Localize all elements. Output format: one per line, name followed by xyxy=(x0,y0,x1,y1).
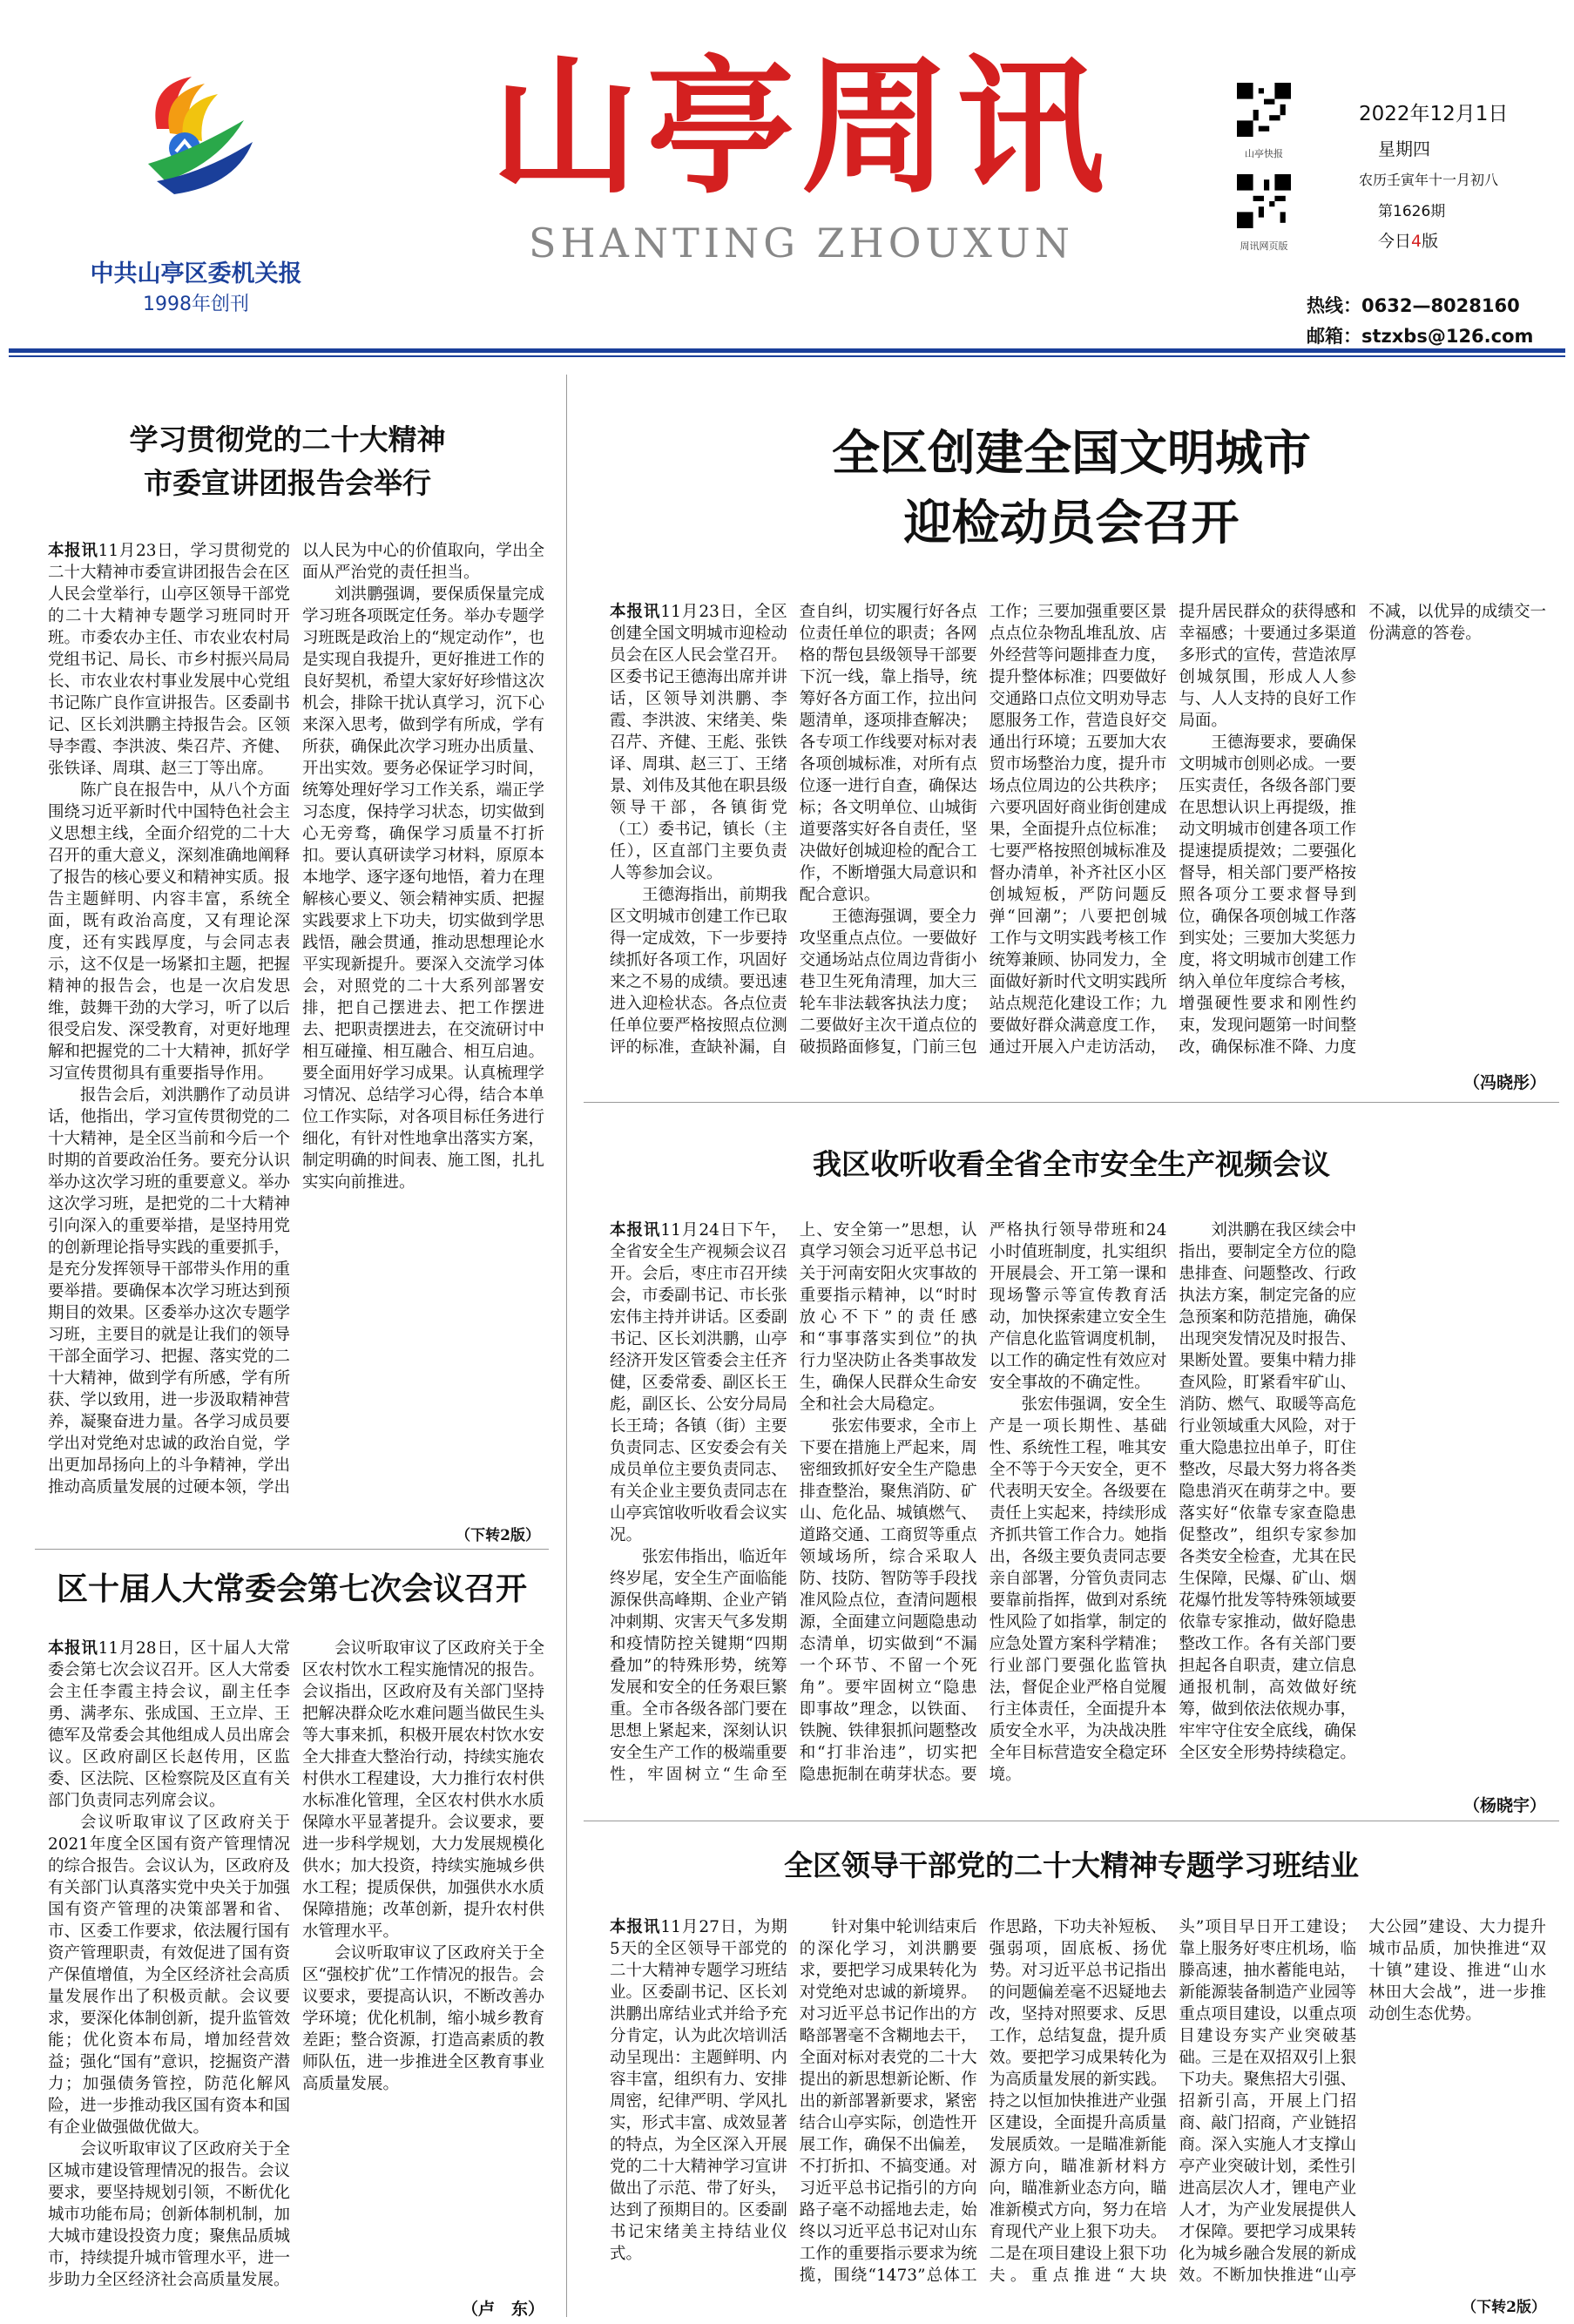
hotline: 热线：0632—8028160 xyxy=(1307,295,1520,316)
masthead-title xyxy=(383,48,1219,266)
article-paragraph: 陈广良在报告中，从八个方面围绕习近平新时代中国特色社会主义思想主线，全面介绍党的二十大召开的重大意义，深刻准确地阐释了报告的核心要义和精神实质。报告主题鲜明、内容丰富，系统全面，既有政治高度，又有理论深度，还有实践厚度，与会同志表示，这不仅是一场紧扣主题，把握精神的报告会，也是一次启发思维，鼓舞干劲的大学习，听了以后很受启发、深受教育，对更好地理解和把握党的二十大精神，抓好学习宣传贯彻具有重要指导作用。 xyxy=(48,781,290,1083)
issue-number: 第1626期 xyxy=(1378,203,1446,220)
headline-line: 市委宣讲团报告会举行 xyxy=(144,466,431,500)
article-paragraph: 针对集中轮训结束后的深化学习，刘洪鹏要求，要把学习成果转化为对党绝对忠诚的新境界。对习近平总书记作出的方略部署毫不含糊地去干，全面对标对表党的二十大提出的新思想新论断、作出的新部署新要求，紧密结合山亭实际，创造性开展工作，确保不出偏差，不打折扣、不搞变通。对习近平总书记指引的方向路子毫不动摇地去走，始终以习近平总书记对山东工作的重要指示要求为统揽，围绕“1473”总体工作思路，下功夫补短板、强弱项，固底板、扬优势。对习近平总书记指出的问题偏差毫不迟疑地去改，坚持对照要求、反思工作，总结复盘，提升质效。要把学习成果转化为为高质量发展的新实践。持之以恒加快推进产业强区建设，全面提升高质量发展质效。一是瞄准新能源方向，瞄准新材料方向，瞄准新业态方向，瞄准新模式方向，努力在培育现代产业上狠下功夫。二是在项目建设上狠下功夫。重点推进“大块头”项目早日开工建设；靠上服务好枣庄机场，临滕高速，抽水蓄能电站，新能源装备制造产业园等重点项目建设，以重点项目建设夯实产业突破基础。三是在双招双引上狠下功夫。聚焦招大引强、招新引高，开展上门招商、敲门招商，产业链招商。深入实施人才支撑山亭产业突破计划，柔性引进高层次人才，锂电产业人才，为产业发展提供人才保障。要把学习成果转化为城乡融合发展的新成效。不断加快推进“山亭大公园”建设、大力提升城市品质，加快推进“双十镇”建设、推进“山水林田大会战”，进一步推动创生态优势。 xyxy=(799,1918,1546,2285)
article-body xyxy=(48,1638,544,2291)
lead-tag: 本报讯 xyxy=(610,1918,661,1936)
page-count: 今日4版 xyxy=(1378,232,1439,251)
lead-tag: 本报讯 xyxy=(610,1221,661,1240)
masthead-rule xyxy=(9,355,1565,357)
article-headline[interactable]: 全区领导干部党的二十大精神专题学习班结业 xyxy=(784,1848,1359,1882)
masthead-title-text: 山亭周讯 xyxy=(490,48,1112,214)
article-paragraph: 会议听取审议了区政府关于全区城市建设管理情况的报告。会议要求，要坚持规划引领，不断优化城市功能布局；创新体制机制，加大城市建设投资力度；聚焦品质城市，持续提升城市管理水平，进一步助力全区经济社会高质量发展。 xyxy=(48,2140,290,2289)
divider xyxy=(566,375,567,2317)
lead-tag: 本报讯 xyxy=(610,603,661,621)
masthead-rule xyxy=(9,348,1565,353)
article-headline[interactable] xyxy=(592,418,1550,557)
qr-caption: 周讯网页版 xyxy=(1240,240,1288,252)
continued-note[interactable]: （下转2版） xyxy=(456,1527,540,1544)
qr-code-icon[interactable] xyxy=(1237,174,1291,228)
article-paragraph: 会议听取审议了区政府关于全区“强校扩优”工作情况的报告。会议要求，要提高认识，不断改善办学环境；优化机制，缩小城乡教育差距；整合资源，打造高素质的教师队伍，进一步推进全区教育事业高质量发展。 xyxy=(302,1944,544,2093)
article-headline[interactable]: 区十届人大常委会第七次会议召开 xyxy=(56,1571,527,1607)
article-paragraph: 本报讯11月23日，全区创建全国文明城市迎检动员会在区人民会堂召开。区委书记王德海出席并讲话，区领导刘洪鹏、李霞、李洪波、宋绪美、柴召芹、齐健、王彪、张铁译、周琪、赵三丁、王绪景、刘伟及其他在职县级领导干部，各镇街党（工）委书记，镇长（主任），区直部门主要负责人等参加会议。 xyxy=(610,603,787,882)
divider xyxy=(584,1102,1559,1103)
article-paragraph: 本报讯11月23日，学习贯彻党的二十大精神市委宣讲团报告会在区人民会堂举行，山亭区领导干部党的二十大精神专题学习班同时开班。市委农办主任、市农业农村局党组书记、局长、市乡村振兴局局长、市农业农村事业发展中心党组书记陈广良作宣讲报告。区委副书记、区长刘洪鹏主持报告会。区领导李霞、李洪波、柴召芹、齐健、张铁译、周琪、赵三丁等出席。 xyxy=(48,542,290,778)
article-paragraph: 本报讯11月24日下午，全省安全生产视频会议召开。会后，枣庄市召开续会，市委副书记、市长张宏伟主持并讲话。区委副书记、区长刘洪鹏，山亭经济开发区管委会主任齐健，区委常委、副区长王彪，副区长、公安分局局长王琦；各镇（街）主要负责同志、区安委会有关成员单位主要负责同志、有关企业主要负责同志在山亭宾馆收听收看会议实况。 xyxy=(610,1221,787,1544)
byline: （冯晓彤） xyxy=(1463,1073,1546,1092)
headline-line: 迎检动员会召开 xyxy=(903,494,1240,551)
article-headline[interactable]: 我区收听收看全省全市安全生产视频会议 xyxy=(813,1147,1330,1181)
article-paragraph: 本报讯11月27日，为期5天的全区领导干部党的二十大精神专题学习班结业。区委副书记、区长刘洪鹏出席结业式并给予充分肯定，认为此次培训活动呈现出：主题鲜明、内容丰富，组织有力、安排周密，纪律严明、学风扎实，形式丰富、成效显著的特点，为全区深入开展党的二十大精神学习宣讲做出了示范、带了好头，达到了预期目的。区委副书记宋绪美主持结业仪式。 xyxy=(610,1918,787,2263)
article-paragraph: 王德海指出，前期我区文明城市创建工作已取得一定成效，下一步要持续抓好各项工作，巩固好来之不易的成绩。要迅速进入迎检状态。各点位责任单位要严格按照点位测评的标准，查缺补漏，自查自纠，切实履行好各点位责任单位的职责；各网格的帮包县级领导干部要下沉一线，靠上指导，统筹好各方面工作，拉出问题清单，逐项排查解决；各专项工作线要对标对表各项创城标准，对所有点位逐一进行自查，确保达标；各文明单位、山城街道要落实好各自责任，坚决做好创城迎检的配合工作，不断增强大局意识和配合意识。 xyxy=(610,603,977,1057)
continued-note[interactable]: （下转2版） xyxy=(1462,2299,1546,2316)
weekday: 星期四 xyxy=(1378,138,1430,159)
article-paragraph: 报告会后，刘洪鹏作了动员讲话，他指出，学习宣传贯彻党的二十大精神，是全区当前和今后一个时期的首要政治任务。要充分认识举办这次学习班的重要意义。举办这次学习班，是把党的二十大精神引向深入的重要举措，是坚持用党的创新理论指导实践的重要抓手，是充分发挥领导干部带头作用的重要举措。要确保本次学习班达到预期目的效果。区委举办这次专题学习班，主要目的就是让我们的领导干部全面学习、把握、落实党的二十大精神，做到学有所感，学有所获、学以致用，进一步汲取精神营养，凝聚奋进力量。各学习成员要学出对党绝对忠诚的政治自觉，学出更加昂扬向上的斗争精神，学出推动高质量发展的过硬本领，学出以人民为中心的价值取向，学出全面从严治党的责任担当。 xyxy=(48,542,544,1496)
divider xyxy=(35,1549,549,1550)
founded-year: 1998年创刊 xyxy=(143,294,249,315)
article-paragraph: 刘洪鹏在我区续会中指出，要制定全方位的隐患排查、问题整改、行政执法方案，制定完备的应急预案和防范措施，确保出现突发情况及时报告、果断处置。要集中精力排查风险，盯紧看牢矿山、消防、燃气、取暖等高危行业领域重大风险，对于重大隐患拉出单子，盯住整改，尽最大努力将各类隐患消灭在萌芽之中。要落实好“依靠专家查隐患促整改”，组织专家参加各类安全检查，尤其在民生保障，民爆、矿山、烟花爆竹批发等特殊领域要依靠专家推动，做好隐患整改工作。各有关部门要担起各自职责，建立信息通报机制，高效做好统筹，做到依法依规办事，牢牢守住安全底线，确保全区安全形势持续稳定。 xyxy=(1179,1221,1357,1762)
article-body xyxy=(610,1219,1546,1786)
byline: （卢 东） xyxy=(461,2300,544,2319)
article-paragraph: 会议听取审议了区政府关于全区农村饮水工程实施情况的报告。会议指出，区政府及有关部门坚持把解决群众吃水难问题当做民生头等大事来抓，积极开展农村饮水安全大排查大整治行动，持续实施农村供水工程建设，大力推行农村供水标准化管理，全区农村供水水质保障水平显著提升。会议要求，要进一步科学规划，大力发展规模化供水；加大投资，持续实施城乡供水工程；提质保供，加强供水水质保障措施；改革创新，提升农村供水管理水平。 xyxy=(302,1639,544,1941)
article-paragraph: 刘洪鹏强调，要保质保量完成学习班各项既定任务。举办专题学习班既是政治上的“规定动作”，也是实现自我提升，更好推进工作的良好契机，希望大家好好珍惜这次机会，排除干扰认真学习，沉下心来深入思考，做到学有所成，学有所获，确保此次学习班办出质量、开出实效。要务必保证学习时间，统筹处理好学习工作关系，端正学习态度，保持学习状态，切实做到心无旁骛，确保学习质量不打折扣。要认真研读学习材料，原原本本地学、逐字逐句地悟，着力在理解核心要义、领会精神实质、把握实践要求上下功夫，切实做到学思践悟，融会贯通，推动思想理论水平实现新提升。要深入交流学习体会，对照党的二十大系列部署安排，把自己摆进去、把工作摆进去、把职责摆进去，在交流研讨中相互碰撞、相互融合、相互启迪。要全面用好学习成果。认真梳理学习情况、总结学习心得，结合本单位工作实际，对各项目标任务进行细化，有针对性地拿出落实方案，制定明确的时间表、施工图，扎扎实实向前推进。 xyxy=(302,585,544,1192)
article-body xyxy=(610,1916,1546,2287)
masthead-pinyin: SHANTING ZHOUXUN xyxy=(529,220,1074,266)
article-paragraph: 张宏伟指出，临近年终岁尾，安全生产面临能源保供高峰期、企业产销冲刺期、灾害天气多发期和疫情防控关键期“四期叠加”的特殊形势，统筹发展和安全的任务艰巨繁重。全市各级各部门要在思想上紧起来，深刻认识安全生产工作的极端重要性，牢固树立“生命至上、安全第一”思想，认真学习领会习近平总书记关于河南安阳火灾事故的重要指示精神，以“时时放心不下”的责任感和“事事落实到位”的执行力坚决防止各类事故发生，确保人民群众生命安全和社会大局稳定。 xyxy=(610,1221,977,1784)
lead-tag: 本报讯 xyxy=(48,542,98,560)
shanting-logo-icon xyxy=(131,68,261,199)
article-body xyxy=(48,540,544,1520)
lunar-date: 农历壬寅年十一月初八 xyxy=(1359,172,1499,188)
lead-tag: 本报讯 xyxy=(48,1639,98,1658)
article-paragraph: 会议听取审议了区政府关于2021年度全区国有资产管理情况的综合报告。会议认为，区政府及有关部门认真落实党中央关于加强国有资产管理的决策部署和省、市、区委工作要求，依法履行国有资产管理职责，有效促进了国有资产保值增值，为全区经济社会高质量发展作出了积极贡献。会议要求，要深化体制创新，提升监管效能；优化资本布局，增加经营效益；强化“国有”意识，挖掘资产潜力；加强债务管控，防范化解风险，进一步推动我区国有资本和国有企业做强做优做大。 xyxy=(48,1814,290,2137)
qr-code-icon[interactable] xyxy=(1237,83,1291,137)
byline: （杨晓宇） xyxy=(1463,1796,1546,1815)
qr-caption: 山亭快报 xyxy=(1245,148,1283,159)
issue-date: 2022年12月1日 xyxy=(1359,103,1509,125)
article-paragraph: 本报讯11月28日，区十届人大常委会第七次会议召开。区人大常委会主任李霞主持会议，副主任李勇、满孝东、张成国、王立岸、王德军及常委会其他组成人员出席会议。区政府副区长赵传用，区监委、区法院、区检察院及区直有关部门负责同志列席会议。 xyxy=(48,1639,290,1810)
email: 邮箱：stzxbs@126.com xyxy=(1307,326,1534,347)
organization-name: 中共山亭区委机关报 xyxy=(90,260,302,287)
article-paragraph: 王德海强调，要全力攻坚重点点位。一要做好交通场站点位周边背街小巷卫生死角清理，加大三轮车非法载客执法力度；二要做好主次干道点位的破损路面修复，门前三包工作；三要加强重要区景点点位杂物乱堆乱放、店外经营等问题排查力度，提升整体标准；四要做好交通路口点位文明劝导志愿服务工作，营造良好交通出行环境；五要加大农贸市场整治力度，提升市场点位周边的公共秩序；六要巩固好商业街创建成果，全面提升点位标准；七要严格按照创城标准及督办清单，补齐社区小区创城短板，严防问题反弹“回潮”；八要把创城工作与文明实践考核工作统筹兼顾、协同发力，全面做好新时代文明实践所站点规范化建设工作；九要做好群众满意度工作，通过开展入户走访活动，提升居民群众的获得感和幸福感；十要通过多渠道多形式的宣传，营造浓厚创城氛围，形成人人参与、人人支持的良好工作局面。 xyxy=(799,603,1357,1057)
article-paragraph: 王德海要求，要确保文明城市创则必成。一要压实责任，各级各部门要在思想认识上再提级，推动文明城市创建各项工作提速提质提效；二要强化督导，相关部门要严格按照各项分工要求督导到位，确保各项创城工作落到实处；三要加大奖惩力度，将文明城市创建工作纳入单位年度综合考核，增强硬性要求和刚性约束，发现问题第一时间整改，确保标准不降、力度不减，以优异的成绩交一份满意的答卷。 xyxy=(1179,603,1546,1057)
article-headline[interactable] xyxy=(35,418,540,505)
article-paragraph: 张宏伟强调，安全生产是一项长期性、基础性、系统性工程，唯其安全不等于今天安全，更不代表明天安全。各级要在责任上实起来，持续形成齐抓共管工作合力。她指出，各级主要负责同志要亲自部署，分管负责同志要靠前指挥，做到对系统性风险了如指掌，制定的应急处置方案科学精准；行业部门要强化监管执法，督促企业严格自觉履行主体责任，全面提升本质安全水平，为决战决胜全年目标营造安全稳定环境。 xyxy=(989,1395,1167,1784)
headline-line: 全区创建全国文明城市 xyxy=(831,424,1311,481)
article-body xyxy=(610,601,1546,1058)
headline-line: 学习贯彻党的二十大精神 xyxy=(129,422,446,456)
article-paragraph: 张宏伟要求，全市上下要在措施上严起来，周密细致抓好安全生产隐患排查整治，聚焦消防、矿山、危化品、城镇燃气、道路交通、工商贸等重点领域场所，综合采取人防、技防、智防等手段找准风险点位，查清问题根源，全面建立问题隐患动态清单，切实做到“不漏一个环节、不留一个死角”。要牢固树立“隐患即事故”理念，以铁面、铁腕、铁律狠抓问题整改和“打非治违”，切实把隐患扼制在萌芽状态。要严格执行领导带班和24小时值班制度，扎实组织开展晨会、开工第一课和现场警示等宣传教育活动，加快探索建立安全生产信息化监管调度机制，以工作的确定性有效应对安全事故的不确定性。 xyxy=(799,1221,1167,1784)
